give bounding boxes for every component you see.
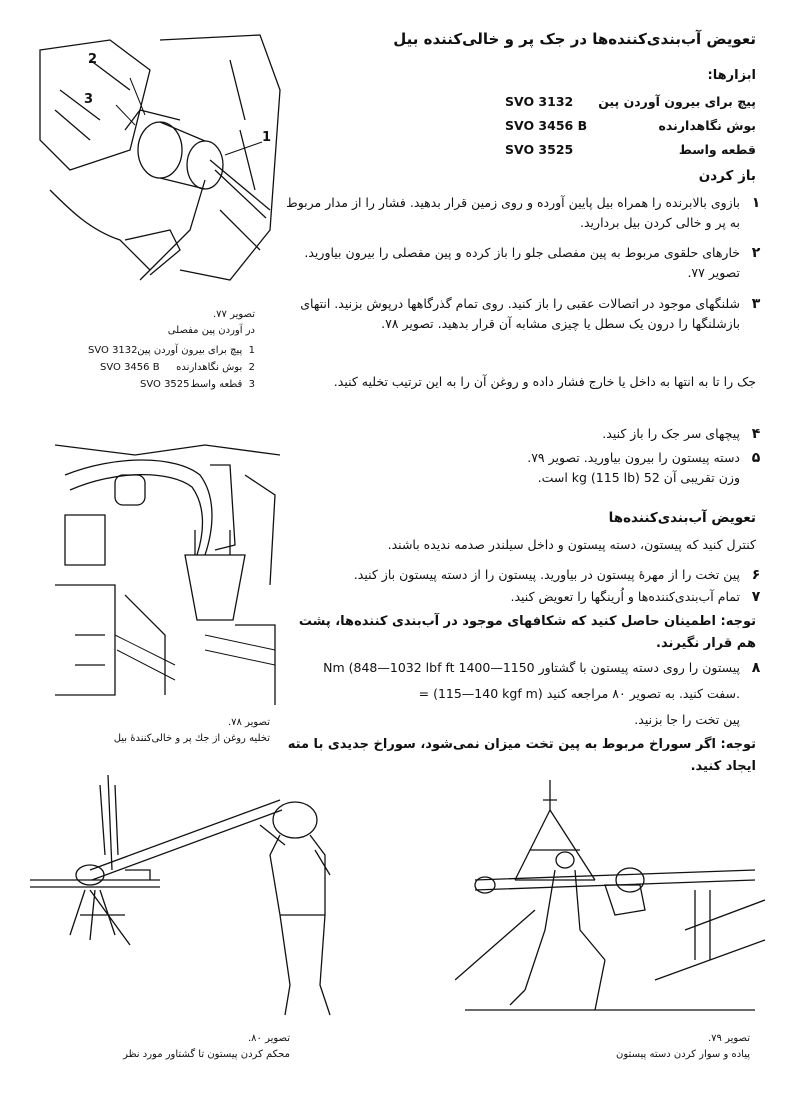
callout-2: 2 bbox=[88, 52, 98, 67]
tool-code: SVO 3525 bbox=[505, 142, 574, 157]
figure-label: تصویر ۷۷. bbox=[212, 309, 255, 320]
legend-code: SVO 3456 B bbox=[100, 362, 160, 373]
section-heading-disassembly: باز کردن bbox=[698, 168, 756, 184]
figure-label: تصویر ۷۸. bbox=[227, 717, 270, 728]
step-text: وزن تقریبی آن 52 kg (115 lb) است. bbox=[537, 470, 740, 485]
tool-name: پیچ برای بیرون آوردن پین bbox=[598, 94, 756, 109]
legend-number: 1 bbox=[248, 345, 255, 356]
figure-label: تصویر ۸۰. bbox=[247, 1033, 290, 1044]
tool-code: SVO 3456 B bbox=[505, 118, 588, 133]
step-number: ۲ bbox=[751, 245, 761, 261]
callout-1: 1 bbox=[262, 130, 272, 145]
tool-name: بوش نگاهدارنده bbox=[658, 118, 756, 133]
step-text: تمام آب‌بندی‌کننده‌ها و اُرینگها را تعویض کنید. bbox=[510, 589, 740, 604]
legend-code: SVO 3525 bbox=[140, 379, 190, 390]
section-heading-replace: تعویض آب‌بندی‌کننده‌ها bbox=[608, 510, 756, 526]
step-number: ۷ bbox=[751, 589, 761, 605]
step-text: دسته پیستون را بیرون بیاورید. تصویر ۷۹. bbox=[527, 450, 740, 465]
legend-number: 2 bbox=[248, 362, 255, 373]
step-number: ۱ bbox=[751, 195, 761, 211]
legend-code: SVO 3132 bbox=[88, 345, 138, 356]
note: توجه: اطمینان حاصل کنید که شکافهای موجود در آب‌بندی کننده‌ها، پشت هم قرار نگیرند. bbox=[298, 614, 756, 651]
figure-78-illustration bbox=[55, 435, 280, 710]
figure-caption: محکم کردن پیستون تا گشتاور مورد نظر bbox=[123, 1049, 290, 1060]
step-text: = (115—140 kgf m) سفت کنید. به تصویر ۸۰ مراجعه کنید. bbox=[418, 686, 740, 701]
legend-text: پیچ برای بیرون آوردن پین bbox=[137, 345, 243, 356]
step-number: ۵ bbox=[751, 450, 761, 466]
step-number: ۳ bbox=[751, 296, 761, 312]
step-number: ۸ bbox=[751, 660, 761, 676]
paragraph: کنترل کنید که پیستون، دسته پیستون و داخل سیلندر صدمه ندیده باشند. bbox=[387, 537, 756, 552]
legend-number: 3 bbox=[248, 379, 255, 390]
step-text: پیستون را روی دسته پیستون با گشتاور 1150—1400 Nm (848—1032 lbf ft bbox=[323, 660, 740, 675]
step-text: خارهای حلقوی مربوط به پین مفصلی جلو را باز کرده و پین مفصلی را بیرون بیاورید. تصویر ۷۷. bbox=[304, 245, 740, 280]
figure-79-illustration bbox=[455, 780, 770, 1025]
page-title: تعویض آب‌بندی‌کننده‌ها در جک پر و خالی‌کننده بیل bbox=[393, 30, 756, 48]
legend-text: بوش نگاهدارنده bbox=[176, 362, 243, 373]
step-text: پیچهای سر جک را باز کنید. bbox=[602, 426, 740, 441]
paragraph: جک را تا به انتها به داخل یا خارج فشار داده و روغن آن را به این ترتیب تخلیه کنید. bbox=[333, 374, 756, 389]
tool-code: SVO 3132 bbox=[505, 94, 574, 109]
callout-3: 3 bbox=[84, 92, 94, 107]
figure-label: تصویر ۷۹. bbox=[707, 1033, 750, 1044]
step-text: بازوی بالابرنده را همراه بیل پایین آورده و روی زمین قرار بدهید. فشار را از مدار مربوط به پر و خالی کردن بیل بردارید. bbox=[286, 195, 740, 230]
tool-name: قطعه واسط bbox=[678, 142, 756, 157]
figure-caption: تخلیه روغن از جك پر و خالی‌کنندهٔ بیل bbox=[113, 733, 270, 744]
note: توجه: اگر سوراخ مربوط به پین تخت میزان نمی‌شود، سوراخ جدیدی با مته ایجاد کنید. bbox=[287, 737, 756, 774]
figure-caption: پیاده و سوار کردن دسته پیستون bbox=[616, 1049, 750, 1060]
tools-heading: ابزارها: bbox=[707, 68, 756, 83]
step-number: ۴ bbox=[751, 426, 761, 442]
legend-text: قطعه واسط bbox=[190, 379, 243, 390]
step-text: شلنگهای موجود در اتصالات عقبی را باز کنید. روی تمام گذرگاهها درپوش بزنید. انتهای بازشلنگها را درون یک سطل یا چیزی مشابه آن قرار بدهید. تصویر ۷۸. bbox=[300, 296, 740, 331]
step-number: ۶ bbox=[751, 567, 761, 583]
step-text: پین تخت را از مهرهٔ پیستون در بیاورید. پیستون را از دسته پیستون باز کنید. bbox=[353, 567, 740, 582]
figure-caption: در آوردن پین مفصلی bbox=[167, 325, 255, 336]
figure-80-illustration bbox=[30, 775, 360, 1025]
step-text: پین تخت را جا بزنید. bbox=[634, 712, 740, 727]
figure-77-illustration bbox=[30, 30, 295, 290]
